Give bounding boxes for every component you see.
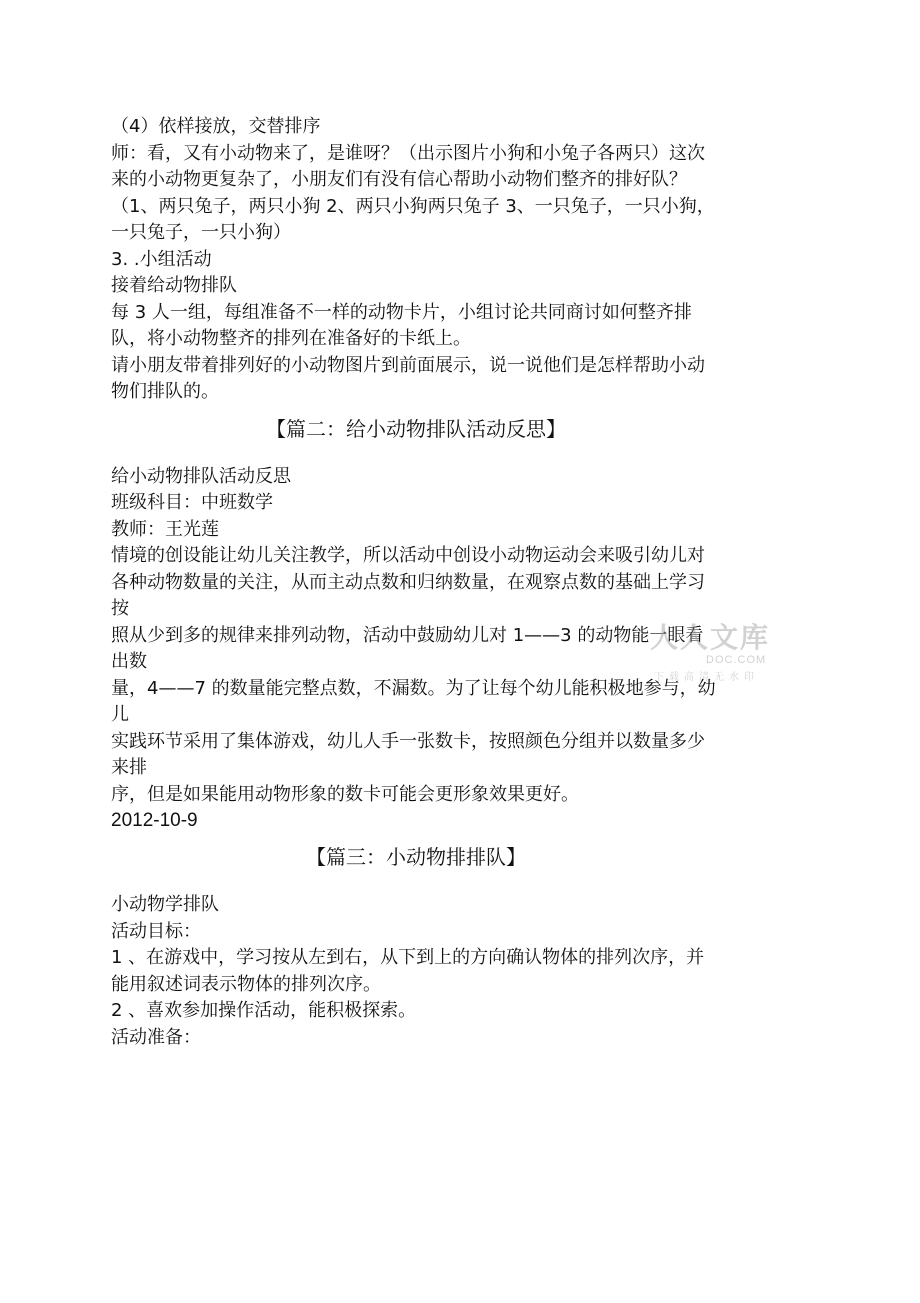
paragraph: 情境的创设能让幼儿关注教学，所以活动中创设小动物运动会来吸引幼儿对 (111, 545, 705, 566)
paragraph: 每 3 人一组，每组准备不一样的动物卡片，小组讨论共同商讨如何整齐排队，将小动物整齐的排列在准备好的卡纸上。 (111, 301, 692, 349)
paragraph: 活动目标： (111, 920, 201, 942)
section-2-heading: 【篇二：给小动物排队活动反思】 (266, 416, 566, 441)
paragraph: 班级科目：中班数学 (111, 492, 273, 513)
watermark-subtitle: 下载高清无水印 (654, 672, 759, 683)
paragraph: 给小动物排队活动反思 (111, 465, 291, 487)
paragraph: 照从少到多的规律来排列动物，活动中鼓励幼儿对 1——3 的动物能一眼看出数 (111, 624, 704, 672)
section-2 (111, 464, 721, 835)
paragraph: 活动准备： (111, 1026, 201, 1048)
paragraph: 教师：王光莲 (111, 518, 219, 540)
paragraph: （4）依样接放，交替排序 (111, 116, 321, 137)
date-text: 2012-10-9 (111, 810, 198, 831)
watermark-title: 人人文库 (650, 621, 771, 654)
paragraph: 实践环节采用了集体游戏，幼儿人手一张数卡，按照颜色分组并以数量多少来排 (111, 730, 705, 778)
document-content (111, 114, 721, 1051)
paragraph: 2 、喜欢参加操作活动，能积极探索。 (111, 1000, 417, 1021)
paragraph: 量，4——7 的数量能完整点数，不漏数。为了让每个幼儿能积极地参与，幼儿 (111, 677, 716, 725)
section-3 (111, 892, 721, 1051)
paragraph: 序，但是如果能用动物形象的数卡可能会更形象效果更好。 (111, 783, 579, 805)
section-3-heading: 【篇三：小动物排排队】 (306, 845, 526, 869)
paragraph: 接着给动物排队 (111, 275, 237, 296)
section-1 (111, 114, 721, 406)
watermark-domain: DOC.COM (706, 654, 767, 666)
paragraph: 各种动物数量的关注，从而主动点数和归纳数量，在观察点数的基础上学习按 (111, 571, 705, 619)
watermark-logo (650, 622, 772, 684)
paragraph: 3. .小组活动 (111, 248, 212, 270)
paragraph: 1 、在游戏中，学习按从左到右，从下到上的方向确认物体的排列次序，并能用叙述词表示物体的排列次序。 (111, 947, 705, 995)
paragraph: 小动物学排队 (111, 894, 219, 915)
paragraph: 请小朋友带着排列好的小动物图片到前面展示，说一说他们是怎样帮助小动物们排队的。 (111, 354, 705, 402)
paragraph: 师：看，又有小动物来了，是谁呀？（出示图片小狗和小兔子各两只）这次来的小动物更复杂了，小朋友们有没有信心帮助小动物们整齐的排好队？（1、两只兔子，两只小狗 2、两只小狗两只兔子 3、一只兔子，一只小狗，一只兔子，一只小狗） (111, 142, 715, 243)
